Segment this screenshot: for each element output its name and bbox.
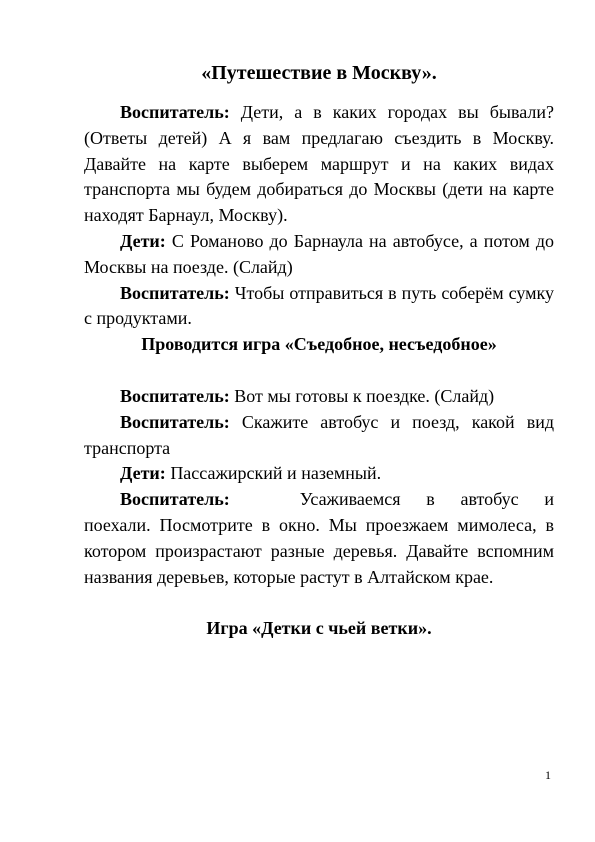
speaker-label: Воспитатель: bbox=[120, 282, 230, 303]
paragraph-text: Скажите автобус и поезд, какой вид транспорта bbox=[84, 411, 554, 458]
paragraph-2 bbox=[84, 229, 554, 281]
speaker-label: Воспитатель: bbox=[120, 102, 230, 122]
speaker-label: Дети: bbox=[120, 463, 166, 484]
game-heading-2: Игра «Детки с чьей ветки». bbox=[206, 618, 432, 639]
paragraph-text: С Романово до Барнаула на автобусе, а потом до Москвы на поезде. (Слайд) bbox=[84, 230, 554, 277]
paragraph-text: Усаживаемся в автобус и поехали. Посмотрите в окно. Мы проезжаем мимолеса, в котором произрастают разные деревья. Давайте вспомним названия деревьев, которые растут в Алтайском крае. bbox=[84, 489, 554, 587]
page-number: 1 bbox=[545, 768, 551, 782]
blank-line bbox=[84, 358, 554, 384]
speaker-label: Воспитатель: bbox=[120, 385, 230, 406]
paragraph-1 bbox=[84, 100, 554, 229]
paragraph-text: Пассажирский и наземный. bbox=[165, 463, 382, 484]
speaker-label: Воспитатель: bbox=[120, 411, 230, 432]
speaker-label: Воспитатель: bbox=[120, 489, 230, 510]
game-heading-1: Проводится игра «Съедобное, несъедобное» bbox=[141, 334, 497, 355]
paragraph-6 bbox=[84, 461, 554, 487]
paragraph-7 bbox=[84, 487, 554, 590]
paragraph-text: Дети, а в каких городах вы бывали? (Ответы детей) А я вам предлагаю съездить в Москву. Давайте на карте выберем маршрут и на каких видах транспорта мы будем добираться до Москвы (дети на карте находят Барнаул, Москву). bbox=[84, 102, 554, 226]
paragraph-4 bbox=[84, 384, 554, 410]
paragraph-text: Вот мы готовы к поездке. (Слайд) bbox=[229, 385, 495, 406]
speaker-label: Дети: bbox=[120, 230, 166, 251]
blank-line bbox=[84, 590, 554, 616]
document-page bbox=[84, 60, 554, 642]
paragraph-text: Чтобы отправиться в путь соберём сумку с продуктами. bbox=[84, 282, 554, 329]
paragraph-5 bbox=[84, 410, 554, 462]
paragraph-3 bbox=[84, 281, 554, 333]
document-title: «Путешествие в Москву». bbox=[201, 62, 437, 84]
